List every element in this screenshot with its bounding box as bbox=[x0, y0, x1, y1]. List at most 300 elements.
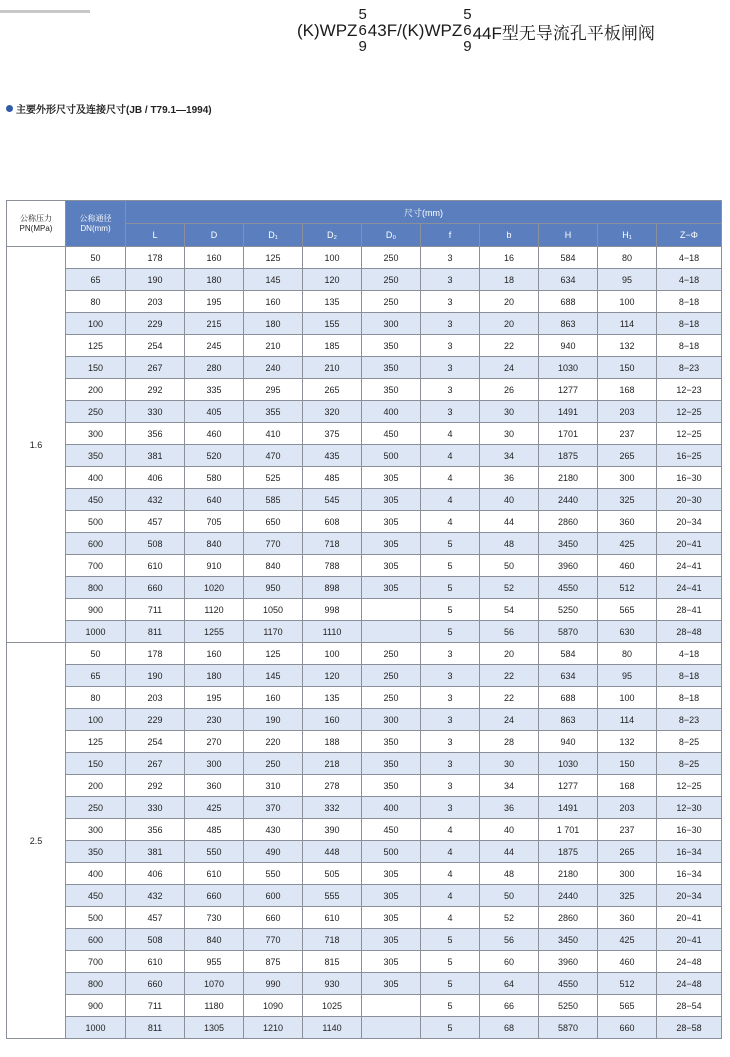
table-cell: 56 bbox=[480, 929, 539, 951]
table-cell: 2860 bbox=[539, 511, 598, 533]
table-row bbox=[7, 313, 722, 335]
table-cell: 610 bbox=[126, 951, 185, 973]
table-cell: 4 bbox=[421, 885, 480, 907]
table-cell: 210 bbox=[244, 335, 303, 357]
table-cell: 5 bbox=[421, 951, 480, 973]
table-cell: 3 bbox=[421, 313, 480, 335]
table-cell: 135 bbox=[303, 291, 362, 313]
table-cell: 20 bbox=[480, 291, 539, 313]
table-row bbox=[7, 973, 722, 995]
table-cell: 3 bbox=[421, 687, 480, 709]
table-row bbox=[7, 1017, 722, 1039]
table-cell: 203 bbox=[126, 687, 185, 709]
table-cell: 3 bbox=[421, 665, 480, 687]
table-cell: 400 bbox=[66, 863, 126, 885]
table-cell: 229 bbox=[126, 313, 185, 335]
table-cell: 940 bbox=[539, 335, 598, 357]
table-row bbox=[7, 621, 722, 643]
table-cell: 145 bbox=[244, 269, 303, 291]
table-cell: 52 bbox=[480, 907, 539, 929]
table-cell: 292 bbox=[126, 775, 185, 797]
table-cell: 660 bbox=[185, 885, 244, 907]
table-cell: 634 bbox=[539, 269, 598, 291]
table-cell: 375 bbox=[303, 423, 362, 445]
table-cell: 4 bbox=[421, 511, 480, 533]
table-cell: 150 bbox=[598, 357, 657, 379]
table-cell: 2440 bbox=[539, 489, 598, 511]
table-cell: 400 bbox=[66, 467, 126, 489]
table-cell: 457 bbox=[126, 907, 185, 929]
table-cell: 1025 bbox=[303, 995, 362, 1017]
table-cell: 305 bbox=[362, 929, 421, 951]
table-cell: 512 bbox=[598, 973, 657, 995]
table-cell: 1030 bbox=[539, 357, 598, 379]
table-cell: 250 bbox=[362, 247, 421, 269]
table-cell: 360 bbox=[185, 775, 244, 797]
table-cell: 305 bbox=[362, 489, 421, 511]
table-cell: 125 bbox=[244, 643, 303, 665]
table-cell: 300 bbox=[598, 467, 657, 489]
table-cell: 30 bbox=[480, 423, 539, 445]
table-cell: 800 bbox=[66, 973, 126, 995]
table-cell: 30 bbox=[480, 753, 539, 775]
table-cell: 20−34 bbox=[657, 885, 722, 907]
table-cell: 4 bbox=[421, 467, 480, 489]
table-cell: 356 bbox=[126, 423, 185, 445]
table-cell: 406 bbox=[126, 467, 185, 489]
table-cell: 940 bbox=[539, 731, 598, 753]
table-cell: 54 bbox=[480, 599, 539, 621]
table-cell: 1170 bbox=[244, 621, 303, 643]
table-cell: 356 bbox=[126, 819, 185, 841]
table-cell: 100 bbox=[66, 313, 126, 335]
table-cell: 292 bbox=[126, 379, 185, 401]
table-cell: 8−23 bbox=[657, 357, 722, 379]
section-heading-text: 主要外形尺寸及连接尺寸(JB / T79.1—1994) bbox=[16, 105, 212, 116]
table-cell: 1701 bbox=[539, 423, 598, 445]
table-cell: 990 bbox=[244, 973, 303, 995]
table-cell: 300 bbox=[362, 313, 421, 335]
table-cell: 16−34 bbox=[657, 841, 722, 863]
table-cell: 4 bbox=[421, 489, 480, 511]
table-cell: 705 bbox=[185, 511, 244, 533]
table-cell: 22 bbox=[480, 687, 539, 709]
table-cell: 4−18 bbox=[657, 247, 722, 269]
table-cell: 52 bbox=[480, 577, 539, 599]
table-cell: 688 bbox=[539, 291, 598, 313]
table-cell: 8−18 bbox=[657, 291, 722, 313]
table-cell: 450 bbox=[362, 819, 421, 841]
table-cell: 100 bbox=[598, 291, 657, 313]
title-prefix: (K)WPZ bbox=[297, 21, 358, 40]
table-cell: 3 bbox=[421, 709, 480, 731]
table-cell: 1277 bbox=[539, 775, 598, 797]
table-cell: 800 bbox=[66, 577, 126, 599]
dn-header: 公称通径 DN(mm) bbox=[66, 201, 126, 247]
table-cell: 4−18 bbox=[657, 643, 722, 665]
table-row bbox=[7, 731, 722, 753]
table-cell: 28−58 bbox=[657, 1017, 722, 1039]
table-cell: 660 bbox=[126, 973, 185, 995]
table-cell: 28−54 bbox=[657, 995, 722, 1017]
title-mid: 43F/(K)WPZ bbox=[367, 21, 463, 40]
table-cell: 5 bbox=[421, 621, 480, 643]
table-cell: 215 bbox=[185, 313, 244, 335]
table-row bbox=[7, 841, 722, 863]
table-cell: 815 bbox=[303, 951, 362, 973]
table-cell: 8−18 bbox=[657, 335, 722, 357]
table-cell: 20−30 bbox=[657, 489, 722, 511]
table-cell: 18 bbox=[480, 269, 539, 291]
table-cell: 1140 bbox=[303, 1017, 362, 1039]
table-cell: 3960 bbox=[539, 555, 598, 577]
table-cell: 390 bbox=[303, 819, 362, 841]
table-cell: 520 bbox=[185, 445, 244, 467]
table-cell: 155 bbox=[303, 313, 362, 335]
table-cell bbox=[362, 599, 421, 621]
table-cell: 840 bbox=[244, 555, 303, 577]
table-cell: 425 bbox=[185, 797, 244, 819]
table-cell: 3450 bbox=[539, 533, 598, 555]
table-cell: 160 bbox=[185, 247, 244, 269]
table-cell: 811 bbox=[126, 621, 185, 643]
column-header: f bbox=[421, 224, 480, 247]
table-cell: 900 bbox=[66, 995, 126, 1017]
table-cell: 4550 bbox=[539, 973, 598, 995]
table-cell: 930 bbox=[303, 973, 362, 995]
table-cell: 3 bbox=[421, 401, 480, 423]
table-cell: 3 bbox=[421, 775, 480, 797]
table-cell: 20−41 bbox=[657, 907, 722, 929]
table-cell: 840 bbox=[185, 533, 244, 555]
table-cell: 406 bbox=[126, 863, 185, 885]
table-cell: 305 bbox=[362, 577, 421, 599]
pn-header: 公称压力 PN(MPa) bbox=[7, 201, 66, 247]
table-cell: 1020 bbox=[185, 577, 244, 599]
table-cell: 50 bbox=[480, 885, 539, 907]
table-cell: 95 bbox=[598, 665, 657, 687]
table-cell: 24−48 bbox=[657, 951, 722, 973]
table-cell: 1030 bbox=[539, 753, 598, 775]
table-cell: 3 bbox=[421, 335, 480, 357]
table-cell: 3450 bbox=[539, 929, 598, 951]
table-cell: 1120 bbox=[185, 599, 244, 621]
table-cell: 460 bbox=[598, 555, 657, 577]
table-cell: 250 bbox=[362, 687, 421, 709]
table-cell: 4 bbox=[421, 841, 480, 863]
table-cell: 80 bbox=[598, 643, 657, 665]
table-cell: 160 bbox=[185, 643, 244, 665]
table-cell: 1000 bbox=[66, 1017, 126, 1039]
table-cell: 500 bbox=[362, 841, 421, 863]
table-cell: 788 bbox=[303, 555, 362, 577]
table-cell: 650 bbox=[244, 511, 303, 533]
table-cell: 100 bbox=[303, 643, 362, 665]
table-cell: 300 bbox=[362, 709, 421, 731]
table-cell: 5 bbox=[421, 973, 480, 995]
table-cell: 48 bbox=[480, 533, 539, 555]
table-cell: 505 bbox=[303, 863, 362, 885]
table-cell: 1491 bbox=[539, 797, 598, 819]
table-cell: 65 bbox=[66, 665, 126, 687]
table-cell: 305 bbox=[362, 467, 421, 489]
table-cell: 180 bbox=[185, 269, 244, 291]
table-cell: 300 bbox=[66, 819, 126, 841]
table-cell: 610 bbox=[303, 907, 362, 929]
table-row bbox=[7, 709, 722, 731]
table-cell: 1000 bbox=[66, 621, 126, 643]
table-cell: 460 bbox=[185, 423, 244, 445]
table-cell: 305 bbox=[362, 863, 421, 885]
table-cell: 12−25 bbox=[657, 423, 722, 445]
table-cell: 432 bbox=[126, 885, 185, 907]
table-row bbox=[7, 929, 722, 951]
table-cell: 425 bbox=[598, 929, 657, 951]
table-cell: 8−23 bbox=[657, 709, 722, 731]
table-cell: 195 bbox=[185, 291, 244, 313]
table-cell: 3 bbox=[421, 731, 480, 753]
table-cell: 1 701 bbox=[539, 819, 598, 841]
table-cell: 12−25 bbox=[657, 401, 722, 423]
table-cell: 450 bbox=[66, 489, 126, 511]
table-cell: 584 bbox=[539, 247, 598, 269]
table-cell: 355 bbox=[244, 401, 303, 423]
table-cell: 770 bbox=[244, 533, 303, 555]
column-header: D₁ bbox=[244, 224, 303, 247]
table-cell: 48 bbox=[480, 863, 539, 885]
table-cell: 3 bbox=[421, 643, 480, 665]
table-cell: 350 bbox=[362, 753, 421, 775]
table-cell: 200 bbox=[66, 775, 126, 797]
table-cell: 5 bbox=[421, 599, 480, 621]
table-cell: 24−48 bbox=[657, 973, 722, 995]
table-cell: 250 bbox=[66, 797, 126, 819]
table-cell: 332 bbox=[303, 797, 362, 819]
table-cell: 220 bbox=[244, 731, 303, 753]
table-cell: 178 bbox=[126, 247, 185, 269]
table-cell: 3 bbox=[421, 379, 480, 401]
title-suffix: 44F型无导流孔平板闸阀 bbox=[472, 23, 655, 43]
table-cell: 254 bbox=[126, 335, 185, 357]
table-cell: 460 bbox=[598, 951, 657, 973]
table-cell: 125 bbox=[244, 247, 303, 269]
table-cell: 360 bbox=[598, 511, 657, 533]
table-cell: 160 bbox=[303, 709, 362, 731]
dimension-table bbox=[6, 200, 722, 1039]
table-cell: 3960 bbox=[539, 951, 598, 973]
pn-value: 1.6 bbox=[7, 247, 66, 643]
table-cell: 1110 bbox=[303, 621, 362, 643]
table-cell: 16−30 bbox=[657, 819, 722, 841]
table-cell: 8−18 bbox=[657, 313, 722, 335]
table-cell: 12−25 bbox=[657, 775, 722, 797]
column-header: D bbox=[185, 224, 244, 247]
table-row bbox=[7, 775, 722, 797]
table-cell: 1180 bbox=[185, 995, 244, 1017]
table-cell: 203 bbox=[598, 797, 657, 819]
table-cell: 267 bbox=[126, 357, 185, 379]
table-cell: 80 bbox=[66, 687, 126, 709]
table-cell: 1875 bbox=[539, 445, 598, 467]
table-cell: 485 bbox=[185, 819, 244, 841]
table-cell: 330 bbox=[126, 401, 185, 423]
table-row bbox=[7, 291, 722, 313]
table-cell: 8−18 bbox=[657, 665, 722, 687]
table-row bbox=[7, 489, 722, 511]
table-cell: 370 bbox=[244, 797, 303, 819]
table-row bbox=[7, 885, 722, 907]
table-cell: 5870 bbox=[539, 1017, 598, 1039]
table-cell: 600 bbox=[66, 533, 126, 555]
table-cell: 610 bbox=[185, 863, 244, 885]
table-row bbox=[7, 401, 722, 423]
table-cell: 4550 bbox=[539, 577, 598, 599]
column-header: D₀ bbox=[362, 224, 421, 247]
pn-value: 2.5 bbox=[7, 643, 66, 1039]
table-cell: 350 bbox=[362, 731, 421, 753]
table-cell: 565 bbox=[598, 995, 657, 1017]
table-cell: 280 bbox=[185, 357, 244, 379]
table-cell: 5250 bbox=[539, 995, 598, 1017]
table-cell: 360 bbox=[598, 907, 657, 929]
table-row bbox=[7, 665, 722, 687]
title-stack-1: 5 6 9 bbox=[358, 6, 367, 55]
table-cell: 350 bbox=[362, 379, 421, 401]
table-cell: 610 bbox=[126, 555, 185, 577]
table-cell: 150 bbox=[66, 357, 126, 379]
table-cell: 381 bbox=[126, 445, 185, 467]
table-row bbox=[7, 819, 722, 841]
table-cell: 168 bbox=[598, 775, 657, 797]
table-row bbox=[7, 951, 722, 973]
table-cell: 203 bbox=[126, 291, 185, 313]
table-cell: 20−41 bbox=[657, 929, 722, 951]
table-cell: 8−18 bbox=[657, 687, 722, 709]
table-row bbox=[7, 577, 722, 599]
table-cell: 190 bbox=[244, 709, 303, 731]
table-cell: 305 bbox=[362, 907, 421, 929]
table-cell: 5 bbox=[421, 1017, 480, 1039]
table-cell: 898 bbox=[303, 577, 362, 599]
column-header: H₁ bbox=[598, 224, 657, 247]
table-cell: 320 bbox=[303, 401, 362, 423]
table-row bbox=[7, 533, 722, 555]
table-cell: 56 bbox=[480, 621, 539, 643]
table-cell: 265 bbox=[303, 379, 362, 401]
table-cell: 450 bbox=[66, 885, 126, 907]
table-cell: 325 bbox=[598, 489, 657, 511]
table-cell: 50 bbox=[66, 247, 126, 269]
table-row bbox=[7, 555, 722, 577]
table-cell: 4 bbox=[421, 445, 480, 467]
table-cell: 4 bbox=[421, 423, 480, 445]
table-cell: 24−41 bbox=[657, 555, 722, 577]
table-cell: 145 bbox=[244, 665, 303, 687]
table-cell: 3 bbox=[421, 269, 480, 291]
table-cell: 688 bbox=[539, 687, 598, 709]
table-cell: 580 bbox=[185, 467, 244, 489]
table-cell: 34 bbox=[480, 775, 539, 797]
table-cell: 5 bbox=[421, 533, 480, 555]
table-cell: 295 bbox=[244, 379, 303, 401]
table-row bbox=[7, 599, 722, 621]
table-row bbox=[7, 467, 722, 489]
table-cell: 350 bbox=[66, 445, 126, 467]
table-cell: 229 bbox=[126, 709, 185, 731]
table-cell: 500 bbox=[362, 445, 421, 467]
table-cell: 584 bbox=[539, 643, 598, 665]
table-cell: 3 bbox=[421, 291, 480, 313]
table-cell: 20 bbox=[480, 643, 539, 665]
table-cell: 718 bbox=[303, 929, 362, 951]
table-cell: 4−18 bbox=[657, 269, 722, 291]
table-cell: 1210 bbox=[244, 1017, 303, 1039]
table-cell: 2180 bbox=[539, 863, 598, 885]
table-cell: 305 bbox=[362, 885, 421, 907]
table-cell: 435 bbox=[303, 445, 362, 467]
table-cell: 3 bbox=[421, 753, 480, 775]
column-header: H bbox=[539, 224, 598, 247]
table-cell: 28−48 bbox=[657, 621, 722, 643]
table-cell: 195 bbox=[185, 687, 244, 709]
table-row bbox=[7, 423, 722, 445]
table-cell: 300 bbox=[598, 863, 657, 885]
table-cell: 22 bbox=[480, 335, 539, 357]
table-cell: 40 bbox=[480, 489, 539, 511]
table-cell: 430 bbox=[244, 819, 303, 841]
table-cell: 305 bbox=[362, 533, 421, 555]
table-cell: 457 bbox=[126, 511, 185, 533]
table-cell: 20 bbox=[480, 313, 539, 335]
section-heading bbox=[6, 101, 212, 116]
table-cell: 305 bbox=[362, 973, 421, 995]
table-cell: 44 bbox=[480, 511, 539, 533]
table-cell: 36 bbox=[480, 467, 539, 489]
table-cell: 40 bbox=[480, 819, 539, 841]
table-cell: 250 bbox=[244, 753, 303, 775]
table-cell: 305 bbox=[362, 951, 421, 973]
table-cell: 448 bbox=[303, 841, 362, 863]
table-cell: 630 bbox=[598, 621, 657, 643]
table-cell: 490 bbox=[244, 841, 303, 863]
top-divider bbox=[0, 10, 90, 13]
table-cell: 718 bbox=[303, 533, 362, 555]
table-cell: 16−30 bbox=[657, 467, 722, 489]
table-cell: 250 bbox=[66, 401, 126, 423]
table-cell: 640 bbox=[185, 489, 244, 511]
table-row bbox=[7, 511, 722, 533]
table-cell: 450 bbox=[362, 423, 421, 445]
table-cell: 500 bbox=[66, 907, 126, 929]
table-cell: 2860 bbox=[539, 907, 598, 929]
table-cell: 265 bbox=[598, 445, 657, 467]
table-cell: 250 bbox=[362, 269, 421, 291]
table-cell: 470 bbox=[244, 445, 303, 467]
page-title bbox=[297, 4, 655, 58]
table-cell: 114 bbox=[598, 709, 657, 731]
table-cell: 335 bbox=[185, 379, 244, 401]
table-row bbox=[7, 335, 722, 357]
table-cell: 180 bbox=[185, 665, 244, 687]
table-cell: 1070 bbox=[185, 973, 244, 995]
table-cell: 585 bbox=[244, 489, 303, 511]
table-cell: 254 bbox=[126, 731, 185, 753]
table-cell: 330 bbox=[126, 797, 185, 819]
table-cell: 100 bbox=[598, 687, 657, 709]
table-cell: 700 bbox=[66, 951, 126, 973]
table-cell: 350 bbox=[362, 335, 421, 357]
table-cell: 863 bbox=[539, 709, 598, 731]
